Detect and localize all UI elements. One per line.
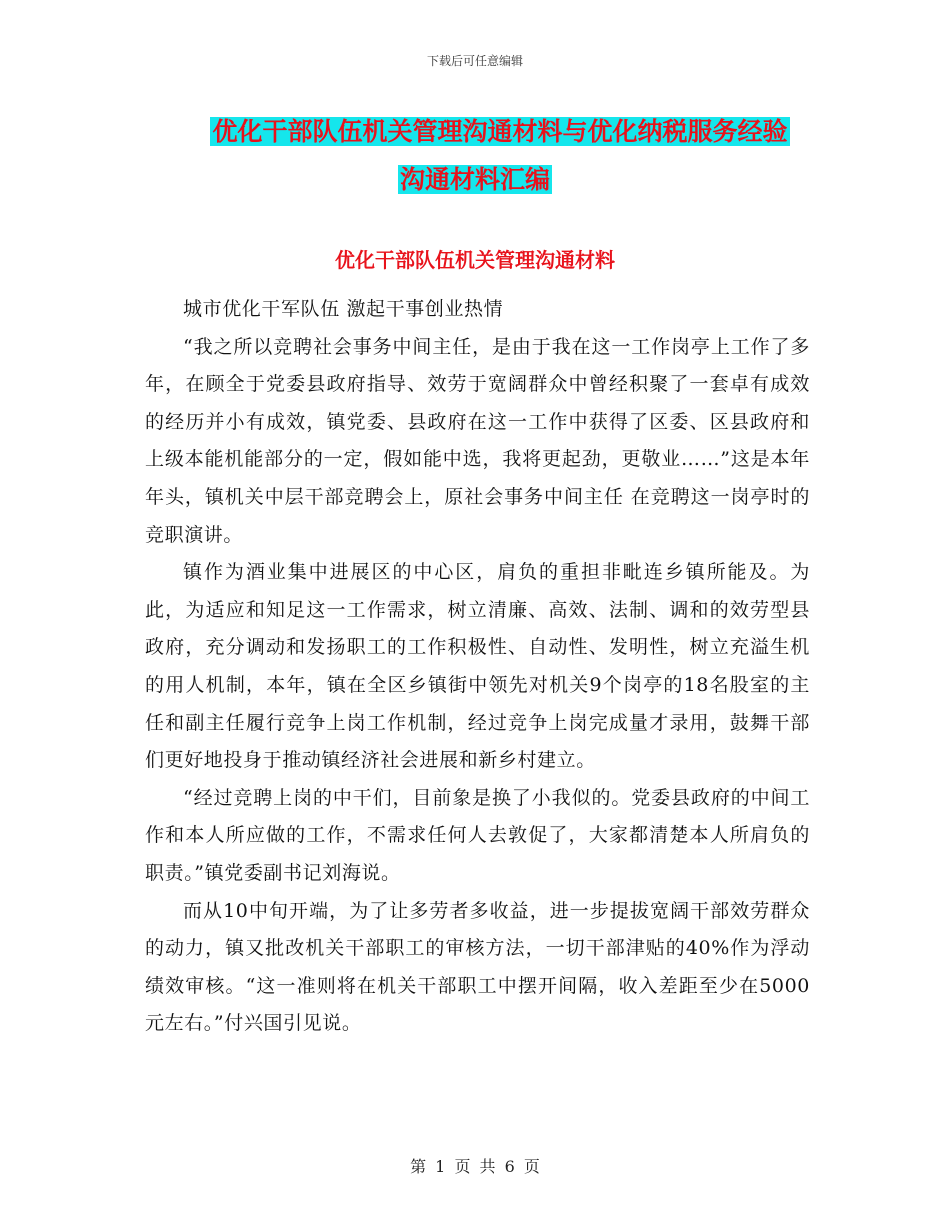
page-number: 第 1 页 共 6 页 <box>410 1157 540 1176</box>
document-title <box>0 108 950 204</box>
document-title-line-1: 优化干部队伍机关管理沟通材料与优化纳税服务经验 <box>212 117 788 146</box>
document-body <box>145 291 810 1043</box>
paragraph: “经过竞聘上岗的中干们，目前象是换了小我似的。党委县政府的中间工作和本人所应做的工作，不需求任何人去敦促了，大家都清楚本人所肩负的职责。”镇党委副书记刘海说。 <box>145 786 810 884</box>
paragraph: 镇作为酒业集中进展区的中心区，肩负的重担非毗连乡镇所能及。为此，为适应和知足这一工作需求，树立清廉、高效、法制、调和的效劳型县政府，充分调动和发扬职工的工作积极性、自动性、发明性，树立充溢生机的用人机制，本年，镇在全区乡镇街中领先对机关9个岗亭的18名股室的主任和副主任履行竞争上岗工作机制，经过竞争上岗完成量才录用，鼓舞干部们更好地投身于推动镇经济社会进展和新乡村建立。 <box>145 561 810 772</box>
paragraph: “我之所以竞聘社会事务中间主任，是由于我在这一工作岗亭上工作了多年，在顾全于党委县政府指导、效劳于宽阔群众中曾经积聚了一套卓有成效的经历并小有成效，镇党委、县政府在这一工作中获得了区委、区县政府和上级本能机能部分的一定，假如能中选，我将更起劲，更敬业……”这是本年年头，镇机关中层干部竞聘会上，原社会事务中间主任 在竞聘这一岗亭时的竞职演讲。 <box>145 335 810 546</box>
document-title-line-2: 沟通材料汇编 <box>399 165 550 194</box>
paragraph-subtitle: 城市优化干军队伍 激起干事创业热情 <box>183 298 504 320</box>
paragraph: 而从10中旬开端，为了让多劳者多收益，进一步提拔宽阔干部效劳群众的动力，镇又批改机关干部职工的审核方法，一切干部津贴的40%作为浮动绩效审核。“这一准则将在机关干部职工中摆开间隔，收入差距至少在5000元左右。”付兴国引见说。 <box>145 899 810 1035</box>
section-title: 优化干部队伍机关管理沟通材料 <box>335 248 615 272</box>
page-header-note: 下载后可任意编辑 <box>426 54 523 68</box>
